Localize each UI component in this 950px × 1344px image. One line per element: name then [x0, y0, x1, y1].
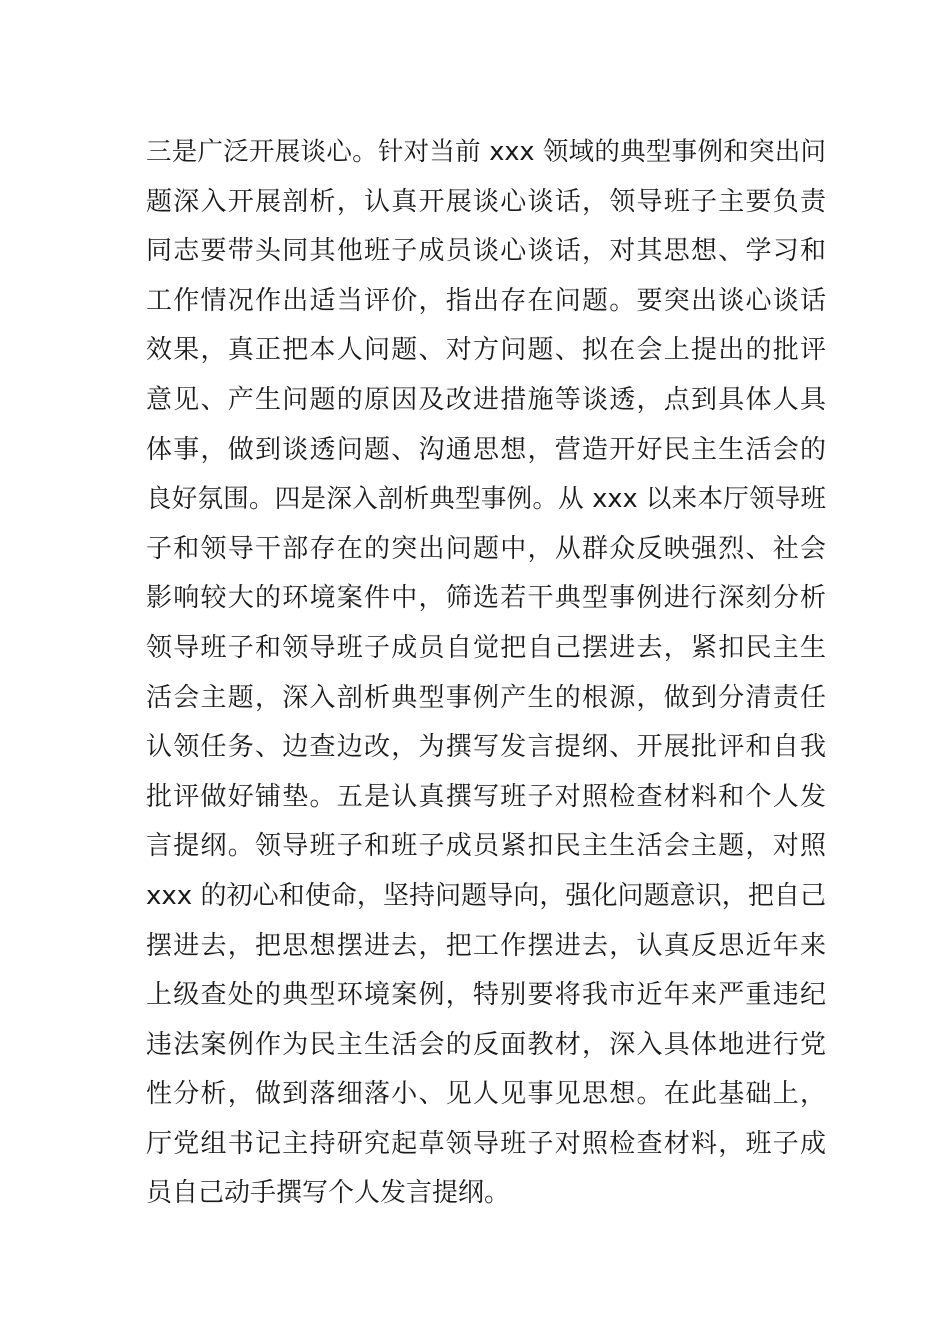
text-line-18: 上级查处的典型环境案例，特别要将我市近年来严重违纪	[146, 980, 826, 1011]
text-line-14: 批评做好铺垫。五是认真撰写班子对照检查材料和个人发	[146, 781, 826, 812]
text-line-16: xxx 的初心和使命，坚持问题导向，强化问题意识，把自己	[146, 880, 826, 911]
text-line-12: 活会主题，深入剖析典型事例产生的根源，做到分清责任	[146, 682, 826, 713]
text-line-20: 性分析，做到落细落小、见人见事见思想。在此基础上，	[146, 1079, 826, 1110]
text-line-5: 效果，真正把本人问题、对方问题、拟在会上提出的批评	[146, 335, 826, 366]
text-line-19: 违法案例作为民主生活会的反面教材，深入具体地进行党	[146, 1029, 826, 1060]
text-line-2: 题深入开展剖析，认真开展谈心谈话，领导班子主要负责	[146, 186, 826, 217]
text-line-21: 厅党组书记主持研究起草领导班子对照检查材料，班子成	[146, 1128, 826, 1159]
text-line-15: 言提纲。领导班子和班子成员紧扣民主生活会主题，对照	[146, 831, 826, 862]
text-line-11: 领导班子和领导班子成员自觉把自己摆进去，紧扣民主生	[146, 632, 826, 663]
text-line-4: 工作情况作出适当评价，指出存在问题。要突出谈心谈话	[146, 285, 826, 316]
text-line-3: 同志要带头同其他班子成员谈心谈话，对其思想、学习和	[146, 236, 826, 267]
text-line-6: 意见、产生问题的原因及改进措施等谈透，点到具体人具	[146, 384, 826, 415]
text-line-10: 影响较大的环境案件中，筛选若干典型事例进行深刻分析	[146, 583, 826, 614]
text-line-8: 良好氛围。四是深入剖析典型事例。从 xxx 以来本厅领导班	[146, 484, 826, 515]
text-line-9: 子和领导干部存在的突出问题中，从群众反映强烈、社会	[146, 533, 826, 564]
text-line-17: 摆进去，把思想摆进去，把工作摆进去，认真反思近年来	[146, 930, 826, 961]
text-line-7: 体事，做到谈透问题、沟通思想，营造开好民主生活会的	[146, 434, 826, 465]
text-line-22: 员自己动手撰写个人发言提纲。	[146, 1178, 511, 1209]
text-line-1: 三是广泛开展谈心。针对当前 xxx 领域的典型事例和突出问	[146, 137, 826, 167]
text-line-13: 认领任务、边查边改，为撰写发言提纲、开展批评和自我	[146, 732, 826, 763]
body-paragraph	[146, 128, 826, 1219]
